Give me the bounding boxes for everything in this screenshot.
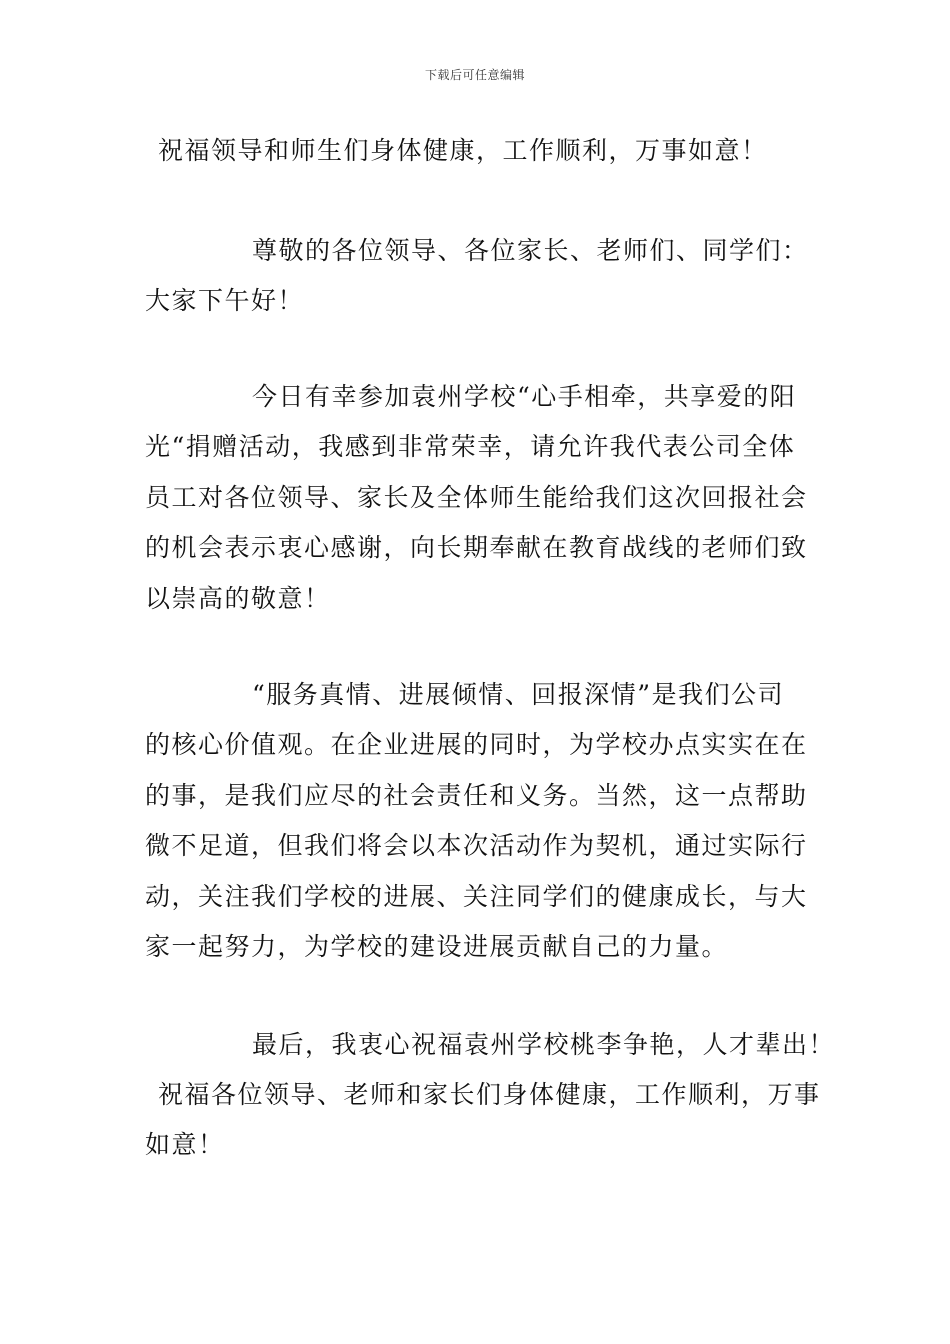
paragraph-1-line-2: 光“捐赠活动，我感到非常荣幸，请允许我代表公司全体 xyxy=(145,432,796,461)
paragraph-2-line-1: “服务真情、进展倾情、回报深情”是我们公司 xyxy=(252,680,785,709)
header-note: 下载后可任意编辑 xyxy=(424,68,525,82)
paragraph-2-line-5: 动，关注我们学校的进展、关注同学们的健康成长，与大 xyxy=(145,882,808,911)
closing-line-1: 最后，我衷心祝福袁州学校桃李争艳，人才辈出！ xyxy=(252,1030,836,1059)
greeting-line: 大家下午好！ xyxy=(145,286,305,315)
paragraph-1-line-1: 今日有幸参加袁州学校“心手相牵，共享爱的阳 xyxy=(252,382,797,411)
closing-wish-line-1: 祝福领导和师生们身体健康，工作顺利，万事如意！ xyxy=(158,136,768,165)
closing-line-2: 祝福各位领导、老师和家长们身体健康，工作顺利，万事 xyxy=(158,1080,821,1109)
paragraph-2-line-3: 的事，是我们应尽的社会责任和义务。当然，这一点帮助 xyxy=(145,781,808,810)
paragraph-1-line-4: 的机会表示衷心感谢，向长期奉献在教育战线的老师们致 xyxy=(145,533,808,562)
paragraph-2-line-6: 家一起努力，为学校的建设进展贡献自己的力量。 xyxy=(145,932,729,961)
salutation-line: 尊敬的各位领导、各位家长、老师们、同学们： xyxy=(252,236,809,265)
paragraph-2-line-4: 微不足道，但我们将会以本次活动作为契机，通过实际行 xyxy=(145,831,808,860)
closing-line-3: 如意！ xyxy=(145,1130,225,1159)
paragraph-1-line-3: 员工对各位领导、家长及全体师生能给我们这次回报社会 xyxy=(145,483,808,512)
paragraph-2-line-2: 的核心价值观。在企业进展的同时，为学校办点实实在在 xyxy=(145,730,808,759)
paragraph-1-line-5: 以崇高的敬意！ xyxy=(145,584,331,613)
